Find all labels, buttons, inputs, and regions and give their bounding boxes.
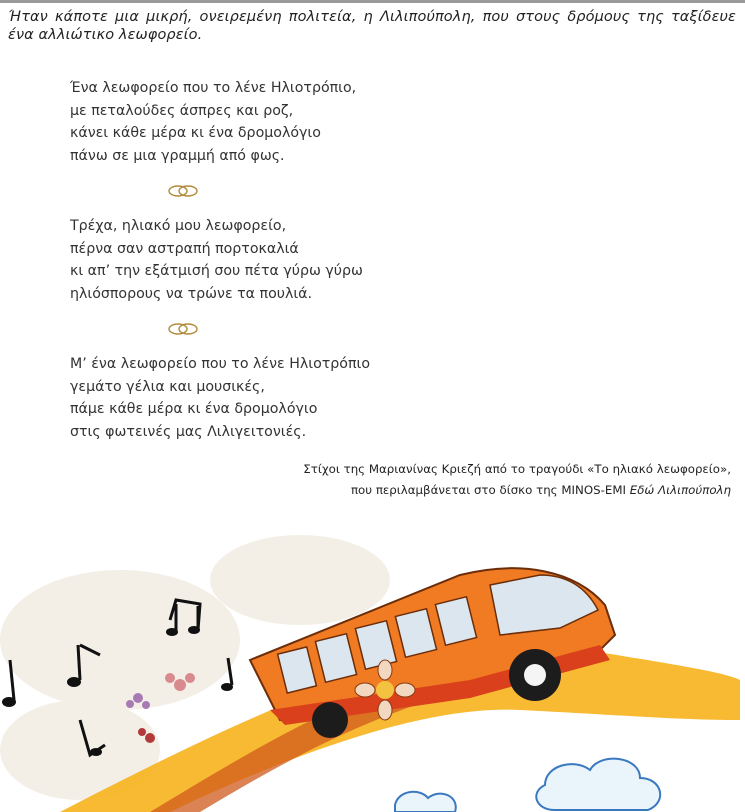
album-title: Εδώ Λιλιπούπολη <box>629 483 731 497</box>
verse-line: πάμε κάθε μέρα κι ένα δρομολόγιο <box>70 401 318 417</box>
credit-prefix: που περιλαμβάνεται στο δίσκο της MINOS-EMI <box>350 483 630 497</box>
verse-line: στις φωτεινές μας Λιλιγειτονιές. <box>70 423 307 440</box>
verse-line: Μ’ ένα λεωφορείο που το λένε Ηλιοτρόπιο <box>70 356 371 372</box>
bus-illustration <box>0 520 745 812</box>
ornament-rings-icon <box>166 184 200 198</box>
cloud-icon <box>395 792 456 812</box>
credit-note <box>303 459 731 501</box>
verse-line: Τρέχα, ηλιακό μου λεωφορείο, <box>70 218 287 234</box>
verse-line: πέρνα σαν αστραπή πορτοκαλιά <box>70 240 299 257</box>
verse-line: πάνω σε μια γραμμή από φως. <box>70 147 285 164</box>
verse-line: Ένα λεωφορείο που το λένε Ηλιοτρόπιο, <box>70 80 357 96</box>
ornament-rings-icon <box>166 322 200 336</box>
verse-line: ηλιόσπορους να τρώνε τα πουλιά. <box>70 285 313 302</box>
cloud-icon <box>536 759 660 810</box>
verse-line: με πεταλούδες άσπρες και ροζ, <box>70 102 294 119</box>
verse-line: γεμάτο γέλια και μουσικές, <box>70 378 265 395</box>
top-rule <box>0 0 745 3</box>
credit-line-2 <box>303 480 731 501</box>
stanza-3 <box>70 353 370 443</box>
verse-line: κάνει κάθε μέρα κι ένα δρομολόγιο <box>70 125 321 141</box>
stanza-2 <box>70 215 363 305</box>
stanza-1 <box>70 77 356 167</box>
credit-line-1: Στίχοι της Μαριανίνας Κριεζή από το τραγούδι «Το ηλιακό λεωφορείο», <box>303 462 731 476</box>
verse-line: κι απ’ την εξάτμισή σου πέτα γύρω γύρω <box>70 263 363 279</box>
intro-paragraph: Ήταν κάποτε μια μικρή, ονειρεμένη πολιτεία, η Λιλιπούπολη, που στους δρόμους της ταξίδευε ένα αλλιώτικο λεωφορείο. <box>8 9 736 43</box>
